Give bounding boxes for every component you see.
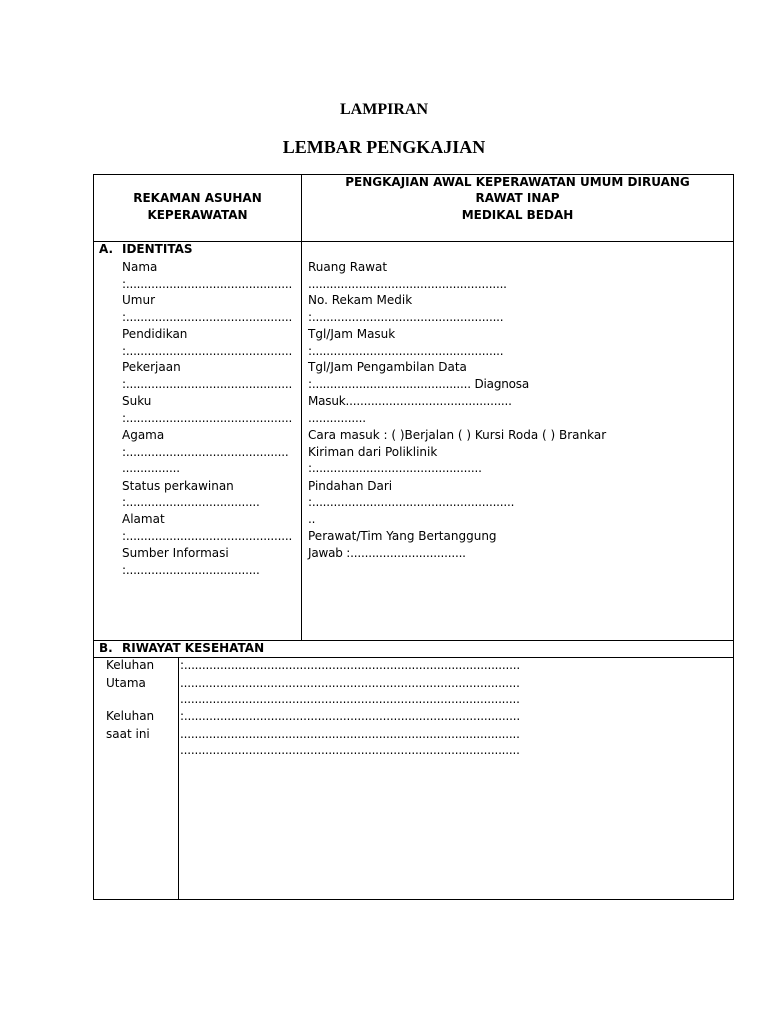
keluhan-utama-blank-1: :............................................................................................. <box>180 658 520 672</box>
field-diagnosa-masuk-cont: ................ <box>308 411 366 425</box>
field-status-perkawinan-label: Status perkawinan <box>122 479 234 493</box>
field-pekerjaan-label: Pekerjaan <box>122 360 181 374</box>
field-agama-blank-cont: ................ <box>122 461 180 475</box>
field-rekam-medik-label: No. Rekam Medik <box>308 293 413 307</box>
table-border-bottom <box>93 899 734 900</box>
table-border-right <box>733 174 734 900</box>
field-alamat-label: Alamat <box>122 512 165 526</box>
field-sumber-informasi-label: Sumber Informasi <box>122 546 229 560</box>
field-pindahan-dari-cont: .. <box>308 512 316 526</box>
field-nama-blank: :.............................................. <box>122 277 293 291</box>
keluhan-saat-ini-blank-3: .............................................................................................. <box>180 743 520 757</box>
field-tgl-masuk-blank: :..................................................... <box>308 344 504 358</box>
field-ruang-rawat-blank: ....................................................... <box>308 277 507 291</box>
section-a-title: IDENTITAS <box>122 242 193 256</box>
page-subtitle: LEMBAR PENGKAJIAN <box>282 137 486 157</box>
keluhan-saat-ini-label-line1: Keluhan <box>106 709 155 723</box>
keluhan-saat-ini-blank-2: .............................................................................................. <box>180 727 520 741</box>
field-ruang-rawat-label: Ruang Rawat <box>308 260 388 274</box>
field-kiriman-poliklinik-label: Kiriman dari Poliklinik <box>308 445 438 459</box>
header-right-line3: MEDIKAL BEDAH <box>461 208 574 222</box>
header-left-line2: KEPERAWATAN <box>147 208 248 222</box>
field-perawat-blank: Jawab :................................ <box>308 546 466 560</box>
section-a-letter: A. <box>99 242 114 256</box>
keluhan-utama-blank-2: .............................................................................................. <box>180 676 520 690</box>
field-rekam-medik-blank: :..................................................... <box>308 310 504 324</box>
field-suku-label: Suku <box>122 394 152 408</box>
field-cara-masuk-options: Cara masuk : ( )Berjalan ( ) Kursi Roda ( ) Brankar <box>308 428 607 442</box>
field-umur-label: Umur <box>122 293 156 307</box>
page-title: LAMPIRAN <box>340 101 428 118</box>
field-perawat-label: Perawat/Tim Yang Bertanggung <box>308 529 497 543</box>
header-right-line2: RAWAT INAP <box>475 191 560 205</box>
field-agama-label: Agama <box>122 428 165 442</box>
field-alamat-blank: :.............................................. <box>122 529 293 543</box>
keluhan-utama-label-line1: Keluhan <box>106 658 155 672</box>
keluhan-saat-ini-label-line2: saat ini <box>106 727 150 741</box>
section-b-title: RIWAYAT KESEHATAN <box>122 641 265 655</box>
keluhan-utama-label-line2: Utama <box>106 676 146 690</box>
header-left-line1: REKAMAN ASUHAN <box>133 191 262 205</box>
keluhan-saat-ini-blank-1: :............................................................................................. <box>180 709 520 723</box>
section-b-column-divider <box>178 657 179 900</box>
field-suku-blank: :.............................................. <box>122 411 293 425</box>
field-pendidikan-blank: :.............................................. <box>122 344 293 358</box>
header-right-line1: PENGKAJIAN AWAL KEPERAWATAN UMUM DIRUANG <box>345 175 690 189</box>
field-agama-blank: :............................................. <box>122 445 289 459</box>
field-pendidikan-label: Pendidikan <box>122 327 188 341</box>
field-pindahan-dari-label: Pindahan Dari <box>308 479 393 493</box>
column-divider <box>301 174 302 641</box>
field-kiriman-poliklinik-blank: :............................................... <box>308 461 482 475</box>
table-border-left <box>93 174 94 900</box>
keluhan-utama-blank-3: .............................................................................................. <box>180 692 520 706</box>
field-diagnosa-masuk-blank: Masuk.............................................. <box>308 394 512 408</box>
field-tgl-masuk-label: Tgl/Jam Masuk <box>308 327 396 341</box>
field-tgl-pengambilan-label: Tgl/Jam Pengambilan Data <box>308 360 467 374</box>
field-pekerjaan-blank: :.............................................. <box>122 377 293 391</box>
field-umur-blank: :.............................................. <box>122 310 293 324</box>
field-sumber-informasi-blank: :..................................... <box>122 563 260 577</box>
field-nama-label: Nama <box>122 260 158 274</box>
field-pindahan-dari-blank: :........................................................ <box>308 495 515 509</box>
section-b-letter: B. <box>99 641 113 655</box>
field-status-perkawinan-blank: :..................................... <box>122 495 260 509</box>
field-tgl-pengambilan-blank: :............................................ Diagnosa <box>308 377 529 391</box>
